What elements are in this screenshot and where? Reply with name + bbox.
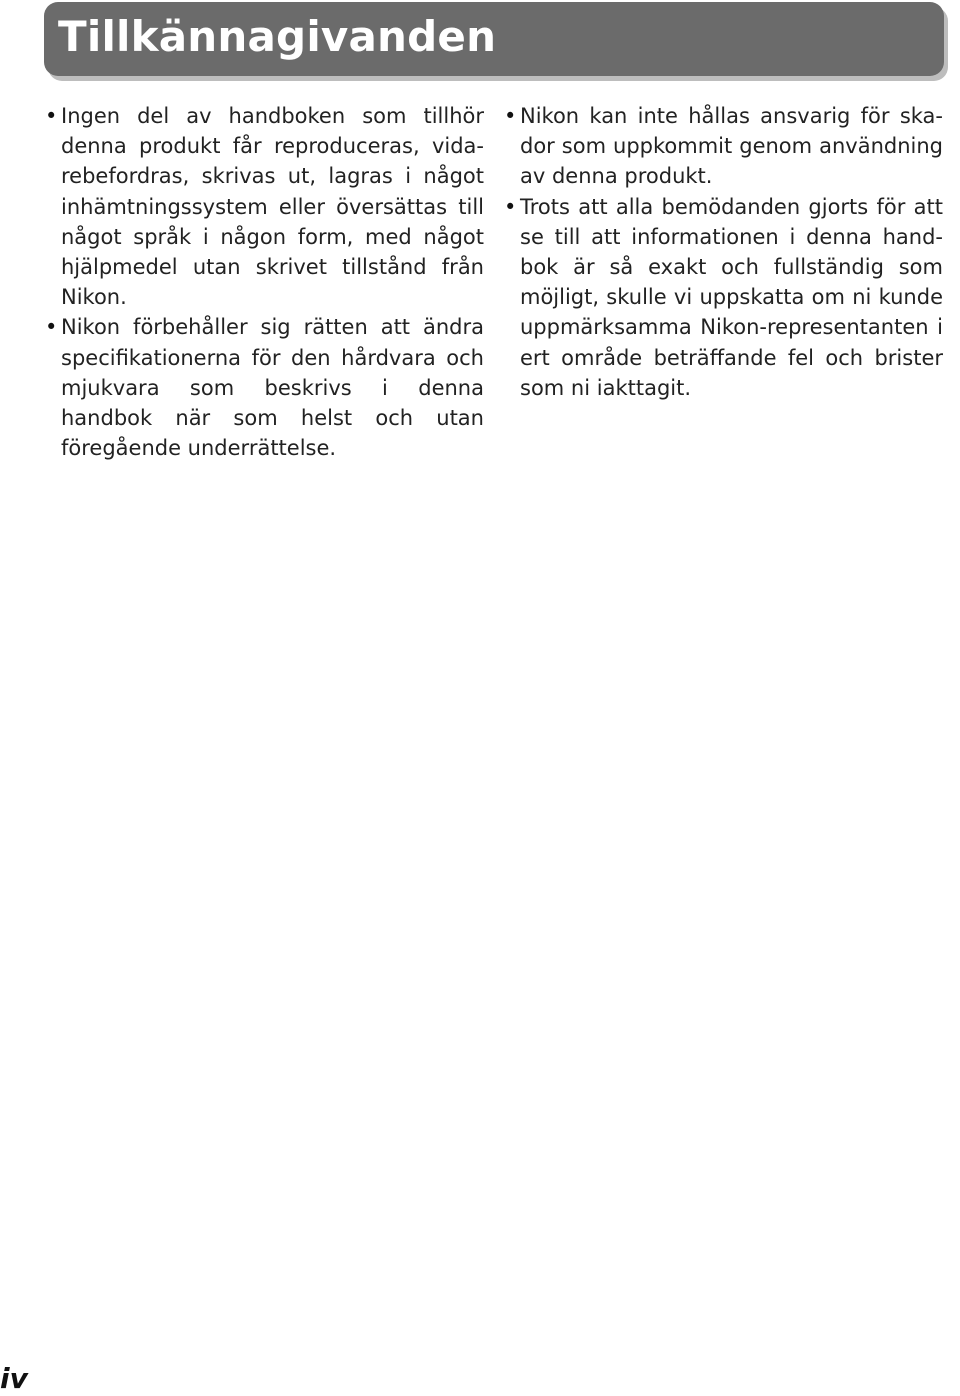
notice-text: Ingen del av handboken som tillhör denna produkt får reproduceras, vidarebefordras, skrivas ut, lagras i något inhämtningssystem eller översättas till något språk i någon form, med något hjälpmedel utan skrivet tillstånd från Nikon. [61, 104, 484, 310]
bullet-icon: • [45, 315, 58, 340]
page-number: iv [0, 1362, 28, 1395]
notice-item-copyright [44, 101, 484, 312]
notice-text: Nikon kan inte hållas ansvarig för skador som uppkommit genom användning av denna produkt. [520, 104, 943, 189]
bullet-icon: • [504, 194, 517, 219]
notice-item-specifications [44, 312, 484, 463]
notice-item-liability [503, 101, 943, 192]
bullet-icon: • [504, 104, 517, 128]
page-title: Tillkännagivanden [58, 12, 497, 61]
right-column [503, 101, 943, 403]
notice-text: Nikon förbehåller sig rätten att ändra specifikationerna för den hårdvara och mjukvara som beskrivs i denna handbok när som helst och utan föregående underrättelse. [61, 315, 484, 461]
notice-text: Trots att alla bemödanden gjorts för att se till att informationen i denna handbok är så exakt och fullständig som möjligt, skulle vi uppskatta om ni kunde uppmärksamma Nikon-representanten i ert område beträffande fel och brister som ni iakttagit. [520, 194, 943, 400]
notice-item-feedback [503, 192, 943, 403]
title-banner [44, 2, 944, 76]
left-column [44, 101, 484, 463]
bullet-icon: • [45, 104, 58, 128]
